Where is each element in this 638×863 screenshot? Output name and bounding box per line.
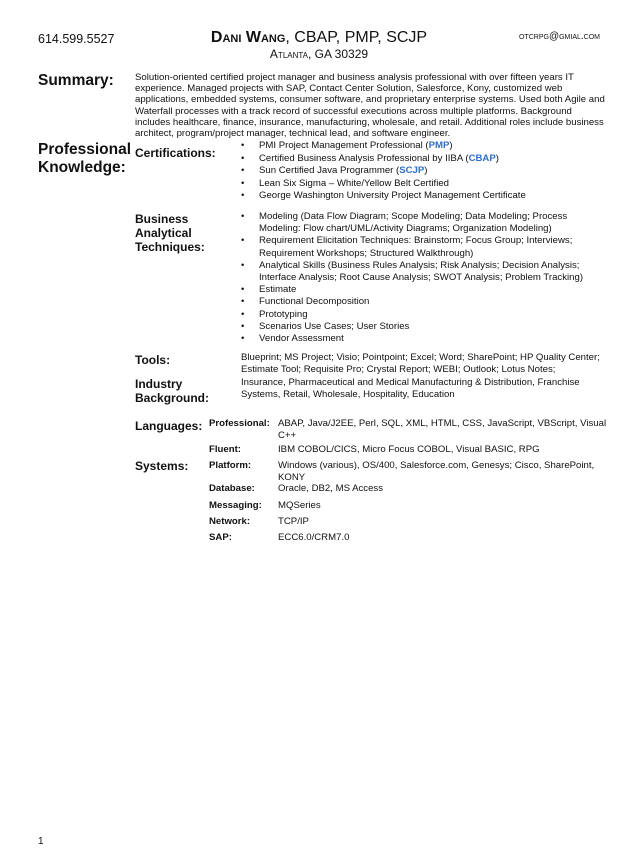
industry-heading-line2: Background: [135,391,210,405]
systems-database-label: Database: [209,483,255,494]
professional-heading-line2: Knowledge: [38,159,126,176]
candidate-name: Dani Wang [210,29,286,46]
list-item: • Sun Certified Java Programmer (SCJP) [241,165,606,178]
summary-heading: Summary: [38,72,114,89]
list-item: • PMI Project Management Professional (PMP) [241,140,606,153]
industry-text: Insurance, Pharmaceutical and Medical Manufacturing & Distribution, Franchise Systems, Retail, Wholesale, Hospitality, Education [241,377,580,400]
list-item: • Vendor Assessment [241,333,606,345]
certifications-list [241,140,606,203]
list-item: • Prototyping [241,309,606,321]
systems-messaging-label: Messaging: [209,500,262,511]
tools-text: Blueprint; MS Project; Visio; Pointpoint; Excel; Word; SharePoint; HP Quality Center; Estimate Tool; Requisite Pro; Crystal Report; WEBI; Outlook; Lotus Notes; [241,352,600,375]
systems-network-value: TCP/IP [278,516,309,527]
list-item: • Estimate [241,284,606,296]
ba-techniques-list [241,211,606,345]
systems-sap-label: SAP: [209,532,232,543]
systems-network-label: Network: [209,516,251,527]
email-address: otcrpg@gmial.com [519,31,600,42]
list-item: • George Washington University Project Management Certificate [241,190,606,203]
list-item: • Certified Business Analysis Professional by IIBA (CBAP) [241,153,606,166]
professional-heading-line1: Professional [38,141,132,158]
languages-fluent-label: Fluent: [209,444,241,455]
systems-heading: Systems: [135,459,189,473]
list-item: • Functional Decomposition [241,296,606,308]
tools-heading: Tools: [135,353,171,367]
page-number: 1 [38,836,44,847]
list-item: • Lean Six Sigma – White/Yellow Belt Certified [241,178,606,191]
address: Atlanta, GA 30329 [269,47,369,61]
phone-number: 614.599.5527 [38,32,115,46]
certifications-heading: Certifications: [135,146,216,160]
languages-fluent-value: IBM COBOL/CICS, Micro Focus COBOL, Visual BASIC, RPG [278,444,540,455]
list-item: • Requirement Elicitation Techniques: Brainstorm; Focus Group; Interviews; Requirement Workshops; Structured Walkthrough) [241,235,606,259]
systems-platform-label: Platform: [209,460,252,471]
candidate-credentials: , CBAP, PMP, SCJP [285,29,428,46]
languages-heading: Languages: [135,419,203,433]
list-item: • Scenarios Use Cases; User Stories [241,321,606,333]
systems-sap-value: ECC6.0/CRM7.0 [278,532,350,543]
systems-messaging-value: MQSeries [278,500,321,511]
ba-heading-line3: Techniques: [135,240,205,254]
ba-heading-line1: Business [135,212,189,226]
languages-professional-label: Professional: [209,418,270,429]
industry-heading-line1: Industry [135,377,183,391]
languages-professional-value: ABAP, Java/J2EE, Perl, SQL, XML, HTML, CSS, JavaScript, VBScript, Visual C++ [278,418,607,441]
list-item: • Analytical Skills (Business Rules Analysis; Risk Analysis; Decision Analysis; Interface Analysis; Root Cause Analysis; SWOT Analysis; Problem Tracking) [241,260,606,284]
summary-text: Solution-oriented certified project manager and business analysis professional with over fifteen years IT experience. Managed projects with SAP, Contact Center Solution, Salesforce, Kony, customized web applications, embedded systems, consumer software, and proprietary enterprise systems. Used both Agile and Waterfall processes with a track record of successful executions across multiple platforms. Background includes healthcare, finance, insurance, manufacturing, wholesale, and retail. Additional roles include business architect, program/project manager, technical lead, and software engineer. [135,72,605,140]
list-item: • Modeling (Data Flow Diagram; Scope Modeling; Data Modeling; Process Modeling: Flow chart/UML/Activity Diagrams; Organization Modeling) [241,211,606,235]
systems-platform-value: Windows (various), OS/400, Salesforce.com, Genesys; Cisco, SharePoint, KONY [278,460,595,483]
ba-heading-line2: Analytical [135,226,192,240]
systems-database-value: Oracle, DB2, MS Access [278,483,384,494]
